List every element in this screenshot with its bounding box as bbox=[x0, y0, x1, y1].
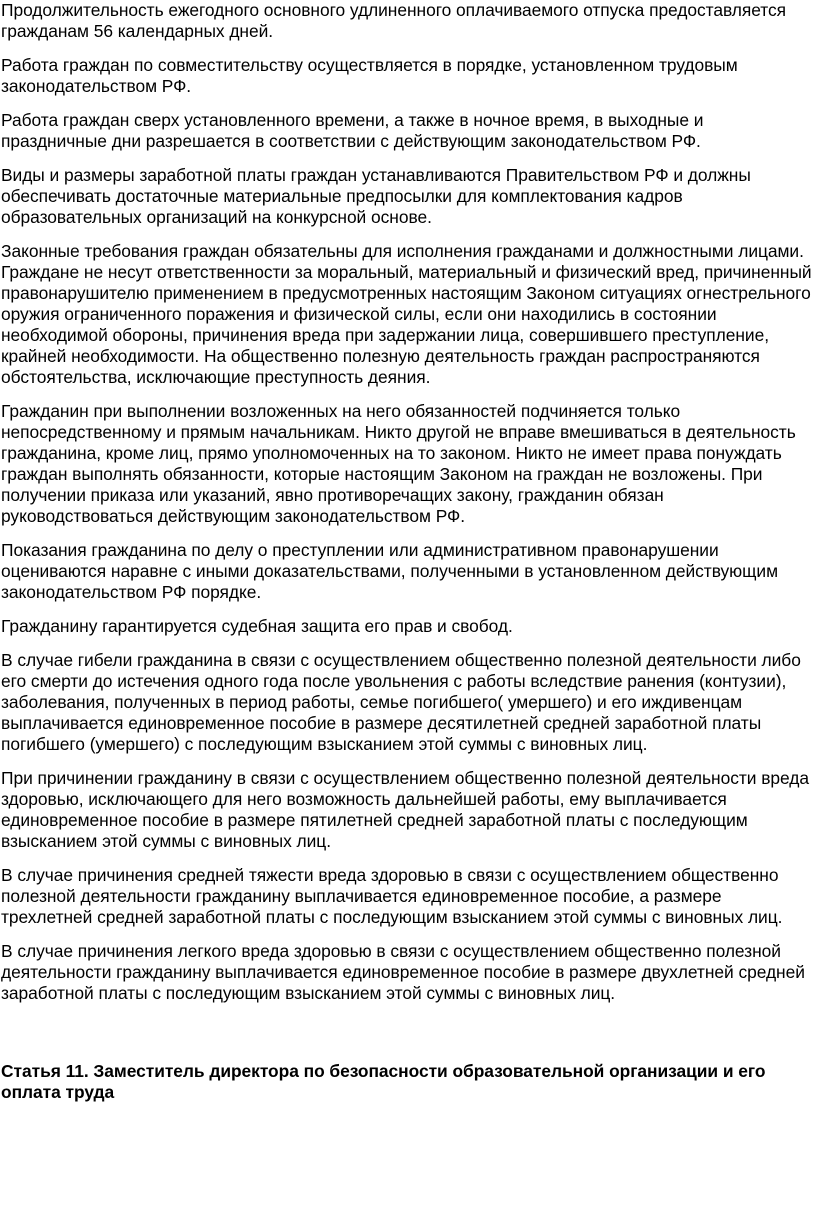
section-heading-article-11: Статья 11. Заместитель директора по безопасности образовательной организации и его оплата труда bbox=[1, 1061, 766, 1102]
document-body bbox=[1, 0, 814, 1103]
paragraph-part-time-work: Работа граждан по совместительству осуществляется в порядке, установленном трудовым законодательством РФ. bbox=[1, 55, 738, 96]
paragraph-light-harm-benefit: В случае причинения легкого вреда здоровью в связи с осуществлением общественно полезной деятельности гражданину выплачивается единовременное пособие в размере двухлетней средней заработной платы с последующим взысканием этой суммы с виновных лиц. bbox=[1, 941, 805, 1003]
paragraph-legal-requirements: Законные требования граждан обязательны для исполнения гражданами и должностными лицами. Граждане не несут ответственности за моральный, материальный и физический вред, причиненный правонарушителю применением в предусмотренных настоящим Законом ситуациях огнестрельного оружия ограниченного поражения и физической силы, если они находились в состоянии необходимой обороны, причинения вреда при задержании лица, совершившего преступление, крайней необходимости. На общественно полезную деятельность граждан распространяются обстоятельства, исключающие преступность деяния. bbox=[1, 241, 812, 387]
paragraph-overtime-work: Работа граждан сверх установленного времени, а также в ночное время, в выходные и праздничные дни разрешается в соответствии с действующим законодательством РФ. bbox=[1, 110, 704, 151]
paragraph-vacation-duration: Продолжительность ежегодного основного удлиненного оплачиваемого отпуска предоставляется гражданам 56 календарных дней. bbox=[1, 0, 787, 41]
paragraph-death-benefit: В случае гибели гражданина в связи с осуществлением общественно полезной деятельности либо его смерти до истечения одного года после увольнения с работы вследствие ранения (контузии), заболевания, полученных в период работы, семье погибшего( умершего) и его иждивенцам выплачивается единовременное пособие в размере десятилетней средней заработной платы погибшего (умершего) с последующим взысканием этой суммы с виновных лиц. bbox=[1, 650, 801, 754]
paragraph-moderate-harm-benefit: В случае причинения средней тяжести вреда здоровью в связи с осуществлением общественно полезной деятельности гражданину выплачивается единовременное пособие, а размере трехлетней средней заработной платы с последующим взысканием этой суммы с виновных лиц. bbox=[1, 865, 783, 927]
paragraph-salary-types: Виды и размеры заработной платы граждан устанавливаются Правительством РФ и должны обеспечивать достаточные материальные предпосылки для комплектования кадров образовательных организаций на конкурсной основе. bbox=[1, 165, 751, 227]
paragraph-judicial-protection: Гражданину гарантируется судебная защита его прав и свобод. bbox=[1, 616, 513, 636]
paragraph-testimony: Показания гражданина по делу о преступлении или административном правонарушении оцениваются наравне с иными доказательствами, полученными в установленном действующим законодательством РФ порядке. bbox=[1, 540, 778, 602]
paragraph-disability-benefit: При причинении гражданину в связи с осуществлением общественно полезной деятельности вреда здоровью, исключающего для него возможность дальнейшей работы, ему выплачивается единовременное пособие в размере пятилетней средней заработной платы с последующим взысканием этой суммы с виновных лиц. bbox=[1, 768, 809, 851]
paragraph-subordination: Гражданин при выполнении возложенных на него обязанностей подчиняется только непосредственному и прямым начальникам. Никто другой не вправе вмешиваться в деятельность гражданина, кроме лиц, прямо уполномоченных на то законом. Никто не имеет права понуждать граждан выполнять обязанности, которые настоящим Законом на граждан не возложены. При получении приказа или указаний, явно противоречащих закону, гражданин обязан руководствоваться действующим законодательством РФ. bbox=[1, 401, 796, 526]
